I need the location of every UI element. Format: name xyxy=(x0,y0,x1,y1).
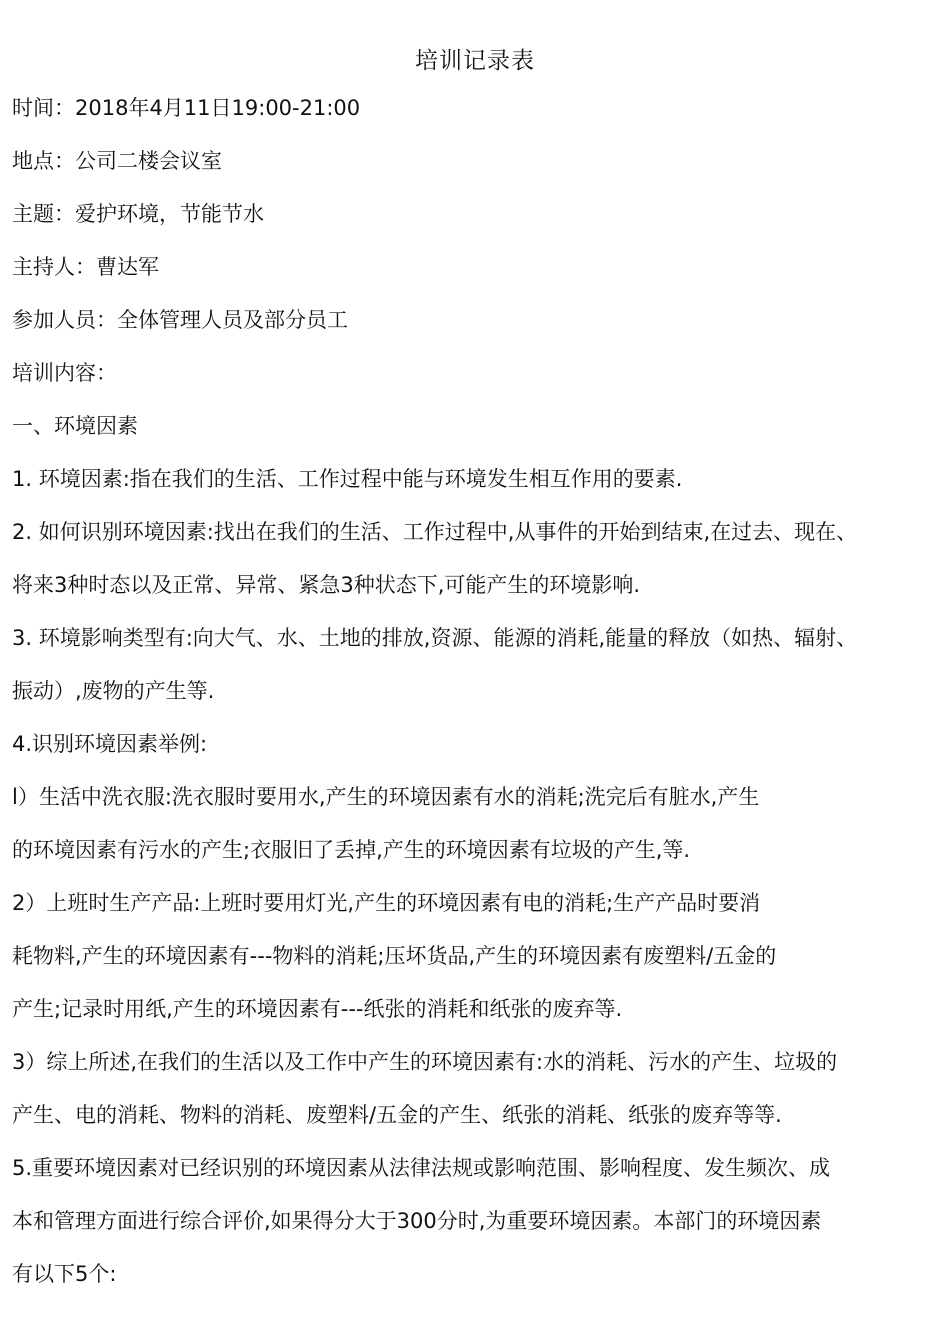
line-section-heading: 一、环境因素 xyxy=(12,414,138,438)
line-attendees: 参加人员：全体管理人员及部分员工 xyxy=(12,308,348,332)
document-body xyxy=(12,90,947,1309)
line-paragraph: l）生活中洗衣服:洗衣服时要用水,产生的环境因素有水的消耗;洗完后有脏水,产生 xyxy=(12,785,760,809)
line-paragraph: 产生;记录时用纸,产生的环境因素有---纸张的消耗和纸张的废弃等. xyxy=(12,997,623,1021)
line-location: 地点：公司二楼会议室 xyxy=(12,149,222,173)
line-paragraph: 2）上班时生产产品:上班时要用灯光,产生的环境因素有电的消耗;生产产品时要消 xyxy=(12,891,761,915)
line-paragraph: 3. 环境影响类型有:向大气、水、土地的排放,资源、能源的消耗,能量的释放（如热、辐射、 xyxy=(12,626,858,650)
line-paragraph: 4.识别环境因素举例: xyxy=(12,732,208,756)
line-paragraph: 耗物料,产生的环境因素有---物料的消耗;压坏货品,产生的环境因素有废塑料/五金的 xyxy=(12,944,777,968)
line-paragraph: 振动）,废物的产生等. xyxy=(12,679,215,703)
line-paragraph: 3）综上所述,在我们的生活以及工作中产生的环境因素有:水的消耗、污水的产生、垃圾的 xyxy=(12,1050,838,1074)
line-paragraph: 产生、电的消耗、物料的消耗、废塑料/五金的产生、纸张的消耗、纸张的废弃等等. xyxy=(12,1103,782,1127)
line-paragraph: 1. 环境因素:指在我们的生活、工作过程中能与环境发生相互作用的要素. xyxy=(12,467,683,491)
line-paragraph: 本和管理方面进行综合评价,如果得分大于300分时,为重要环境因素。本部门的环境因素 xyxy=(12,1209,822,1233)
line-topic: 主题：爱护环境，节能节水 xyxy=(12,202,264,226)
line-content-heading: 培训内容： xyxy=(12,361,117,385)
line-paragraph: 的环境因素有污水的产生;衣服旧了丢掉,产生的环境因素有垃圾的产生,等. xyxy=(12,838,691,862)
line-time: 时间：2018年4月11日19:00-21:00 xyxy=(12,96,361,120)
line-paragraph: 有以下5个: xyxy=(12,1262,117,1286)
line-paragraph: 2. 如何识别环境因素:找出在我们的生活、工作过程中,从事件的开始到结束,在过去、现在、 xyxy=(12,520,858,544)
document-title: 培训记录表 xyxy=(415,48,535,74)
line-paragraph: 5.重要环境因素对已经识别的环境因素从法律法规或影响范围、影响程度、发生频次、成 xyxy=(12,1156,831,1180)
line-host: 主持人：曹达军 xyxy=(12,255,159,279)
line-paragraph: 将来3种时态以及正常、异常、紧急3种状态下,可能产生的环境影响. xyxy=(12,573,641,597)
